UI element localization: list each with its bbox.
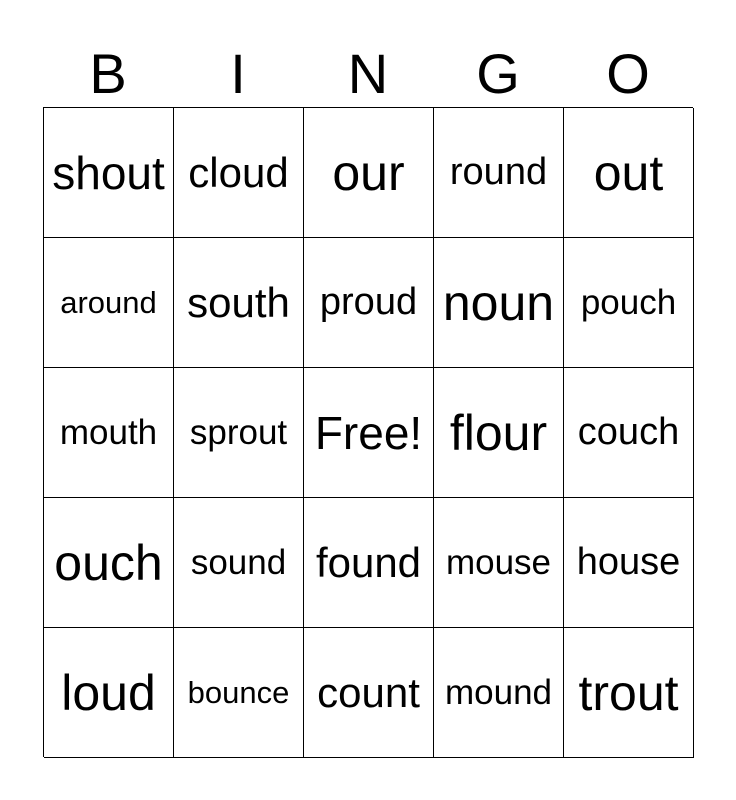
bingo-cell[interactable]: our xyxy=(304,108,434,238)
bingo-cell[interactable]: couch xyxy=(564,368,694,498)
bingo-cell[interactable]: cloud xyxy=(174,108,304,238)
header-letter-o: O xyxy=(606,42,650,105)
bingo-cell[interactable]: shout xyxy=(44,108,174,238)
bingo-free-cell[interactable]: Free! xyxy=(304,368,434,498)
bingo-cell[interactable]: bounce xyxy=(174,628,304,758)
bingo-cell[interactable]: south xyxy=(174,238,304,368)
bingo-cell[interactable]: noun xyxy=(434,238,564,368)
bingo-cell[interactable]: loud xyxy=(44,628,174,758)
bingo-cell[interactable]: sprout xyxy=(174,368,304,498)
bingo-cell[interactable]: flour xyxy=(434,368,564,498)
bingo-cell[interactable]: ouch xyxy=(44,498,174,628)
bingo-cell[interactable]: out xyxy=(564,108,694,238)
bingo-header xyxy=(43,40,693,108)
bingo-cell[interactable]: mouse xyxy=(434,498,564,628)
bingo-board xyxy=(43,107,693,757)
header-letter-i: I xyxy=(230,42,246,105)
bingo-cell[interactable]: pouch xyxy=(564,238,694,368)
header-letter-g: G xyxy=(476,42,520,105)
bingo-cell[interactable]: proud xyxy=(304,238,434,368)
bingo-cell[interactable]: count xyxy=(304,628,434,758)
bingo-cell[interactable]: house xyxy=(564,498,694,628)
bingo-cell[interactable]: found xyxy=(304,498,434,628)
header-letter-b: B xyxy=(89,42,127,105)
bingo-cell[interactable]: mound xyxy=(434,628,564,758)
bingo-cell[interactable]: mouth xyxy=(44,368,174,498)
bingo-cell[interactable]: sound xyxy=(174,498,304,628)
header-letter-n: N xyxy=(347,42,389,105)
bingo-cell[interactable]: around xyxy=(44,238,174,368)
bingo-cell[interactable]: round xyxy=(434,108,564,238)
bingo-cell[interactable]: trout xyxy=(564,628,694,758)
